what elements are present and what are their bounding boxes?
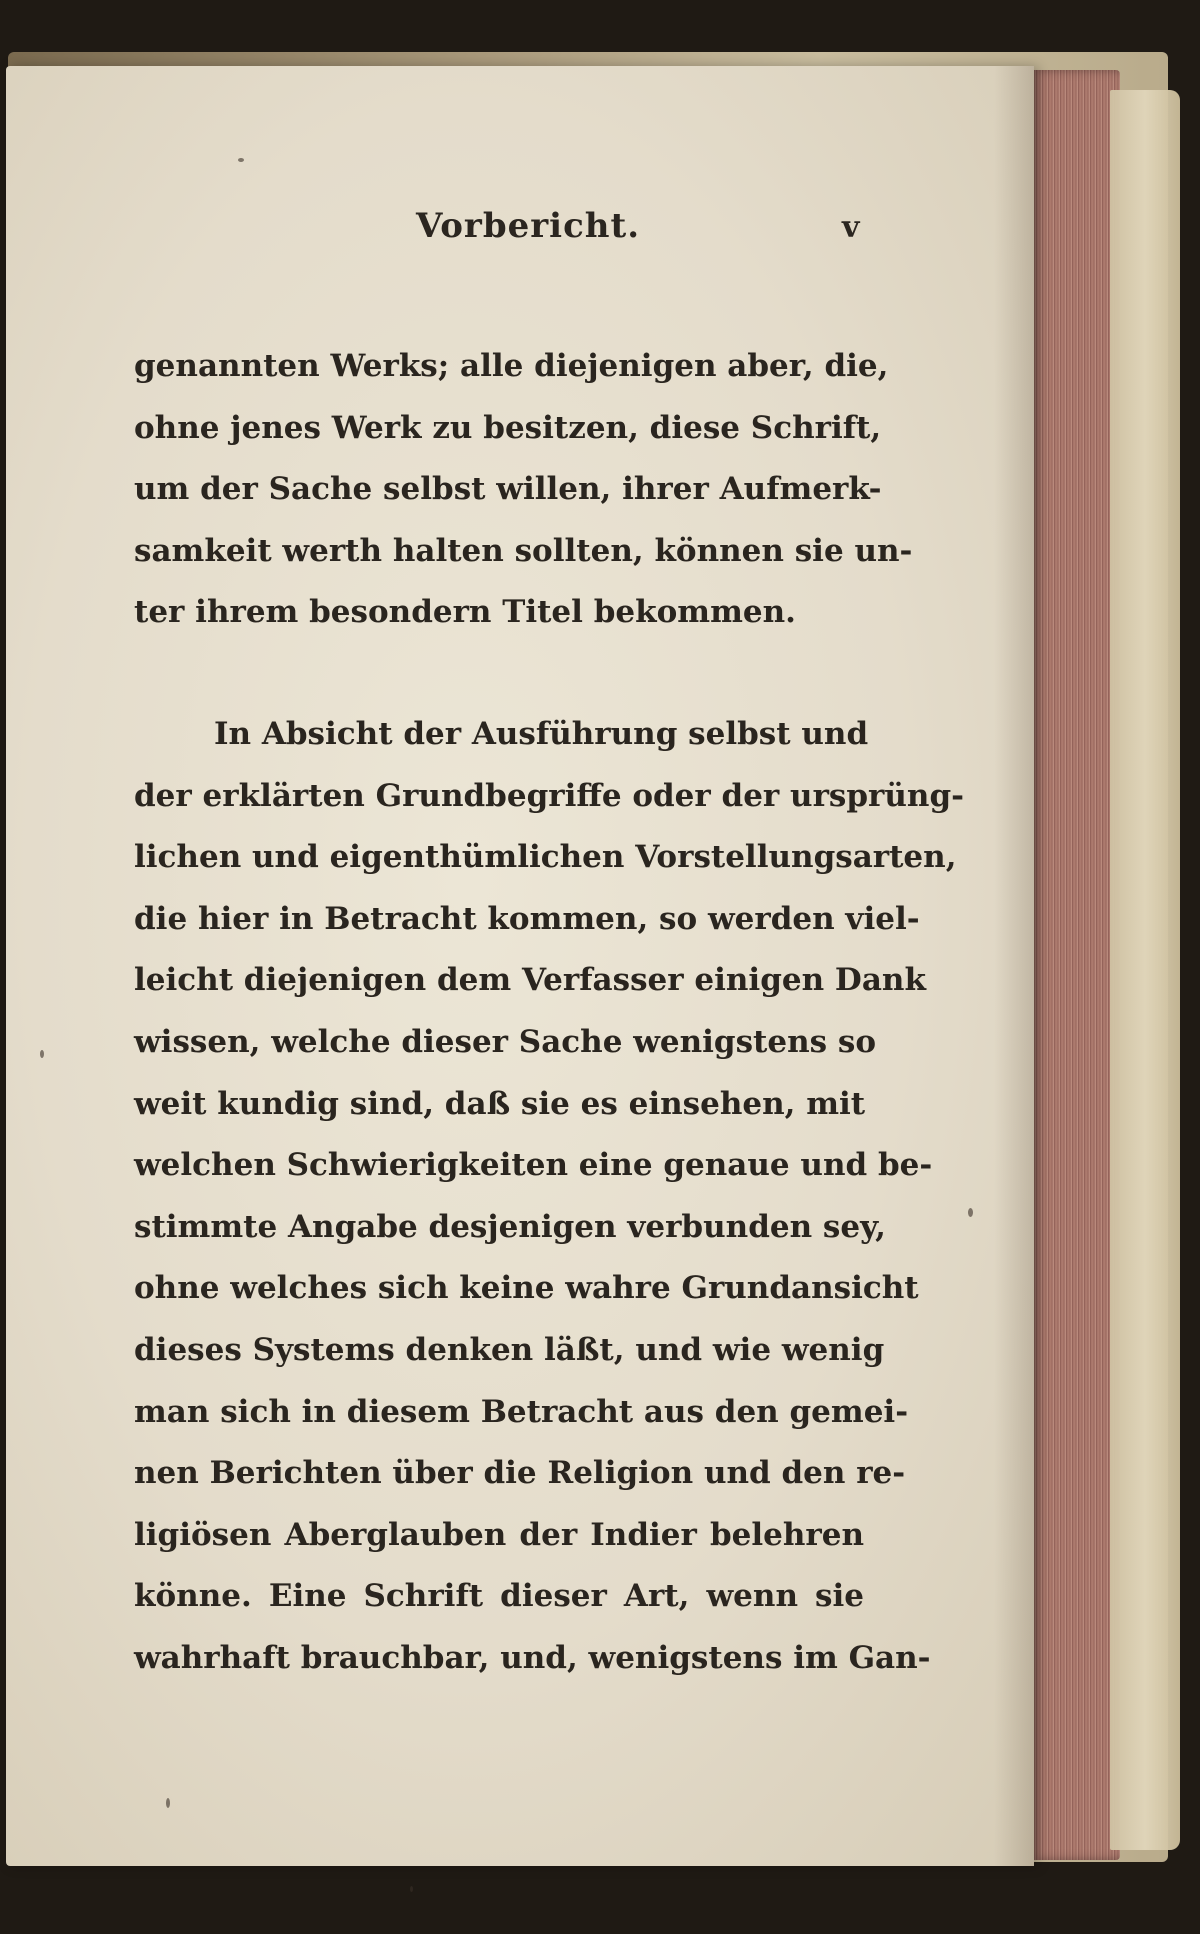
- page-number: v: [842, 210, 860, 245]
- body-text: [134, 336, 965, 1689]
- text-line: ohne jenes Werk zu besitzen, diese Schrift,: [134, 409, 882, 446]
- text-line: genannten Werks; alle diejenigen aber, die,: [134, 348, 889, 384]
- text-line: stimmte Angabe desjenigen verbunden sey,: [134, 1208, 886, 1245]
- gutter-shadow: [994, 66, 1034, 1866]
- text-line: ohne welches sich keine wahre Grundansicht: [134, 1270, 919, 1307]
- text-line: wahrhaft brauchbar, und, wenigstens im Gan-: [134, 1639, 931, 1676]
- text-line: samkeit werth halten sollten, können sie un-: [134, 532, 913, 569]
- worn-flyleaf: [1110, 90, 1180, 1850]
- text-line: man sich in diesem Betracht aus den gemei-: [134, 1393, 909, 1430]
- text-line: lichen und eigenthümlichen Vorstellungsarten,: [134, 839, 957, 876]
- text-line: dieses Systems denken läßt, und wie wenig: [134, 1331, 885, 1368]
- paper-speck: [968, 1208, 973, 1217]
- paper-speck: [40, 1050, 44, 1058]
- text-line: der erklärten Grundbegriffe oder der ursprüng-: [134, 777, 965, 814]
- text-line: könne. Eine Schrift dieser Art, wenn sie: [134, 1578, 864, 1615]
- text-line: leicht diejenigen dem Verfasser einigen Dank: [134, 962, 926, 999]
- paper-speck: [410, 1886, 413, 1892]
- text-line: nen Berichten über die Religion und den re-: [134, 1455, 906, 1492]
- paragraph-1: [134, 336, 913, 644]
- paragraph-gap: [134, 644, 864, 704]
- running-head: [6, 200, 1034, 260]
- text-line: In Absicht der Ausführung selbst und: [214, 715, 869, 752]
- text-line: weit kundig sind, daß sie es einsehen, mit: [134, 1085, 866, 1122]
- text-line: ligiösen Aberglauben der Indier belehren: [134, 1516, 864, 1553]
- book-page: [6, 66, 1034, 1866]
- paragraph-2: [134, 704, 965, 1690]
- text-line: wissen, welche dieser Sache wenigstens so: [134, 1023, 877, 1060]
- paper-speck: [238, 158, 244, 162]
- text-line: die hier in Betracht kommen, so werden viel-: [134, 900, 920, 937]
- page-edges: [1030, 70, 1120, 1860]
- text-line: welchen Schwierigkeiten eine genaue und be-: [134, 1147, 933, 1184]
- paper-speck: [166, 1798, 170, 1808]
- text-line: um der Sache selbst willen, ihrer Aufmerk-: [134, 471, 882, 508]
- text-line: ter ihrem besondern Titel bekommen.: [134, 594, 796, 631]
- running-title: Vorbericht.: [416, 206, 641, 246]
